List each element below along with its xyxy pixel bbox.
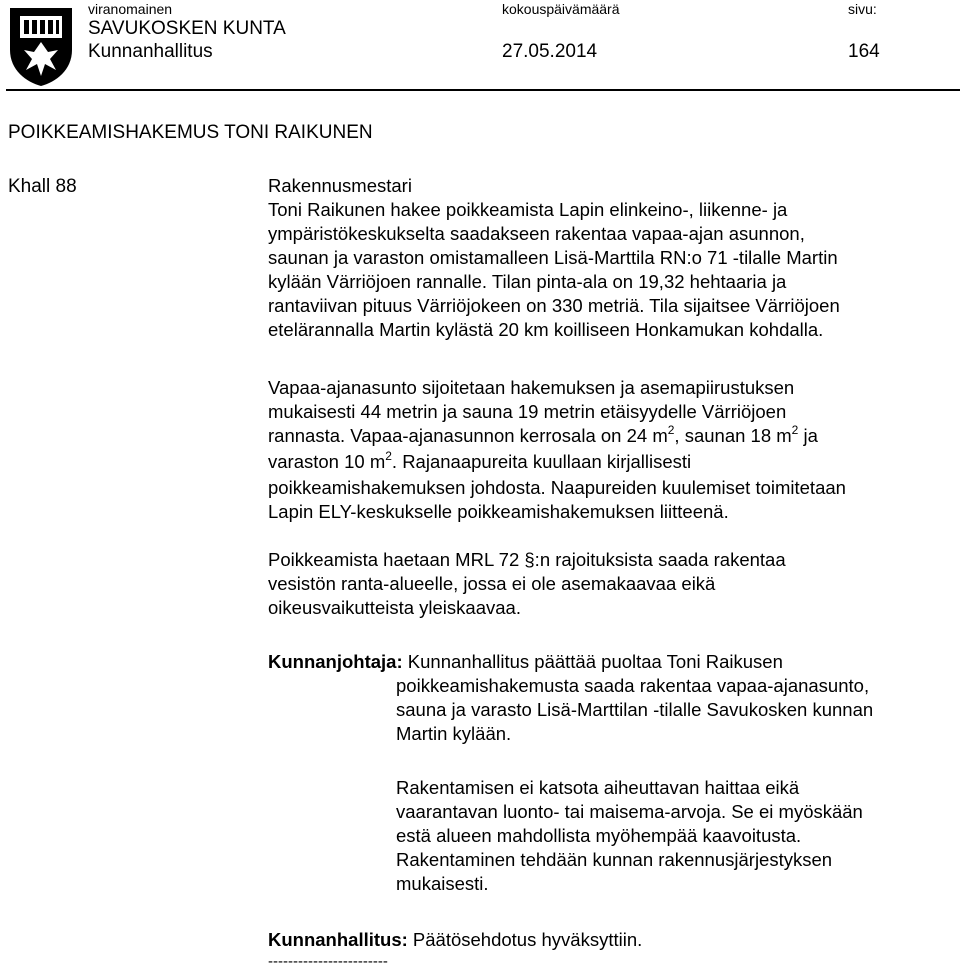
text-line: rantaviivan pituus Värriöjokeen on 330 metriä. Tila sijaitsee Värriöjoen <box>268 295 840 316</box>
text-line: Vapaa-ajanasunto sijoitetaan hakemuksen ja asemapiirustuksen <box>268 377 795 398</box>
proposal-continuation <box>396 674 873 746</box>
text-line: kylään Värriöjoen rannalle. Tilan pinta-ala on 19,32 hehtaaria ja <box>268 271 787 292</box>
header-authority-label: viranomainen <box>88 1 173 17</box>
header-divider <box>6 89 960 91</box>
text-line: varaston 10 $m^2$. Rajanaapureita kuullaan kirjallisesti <box>268 449 692 472</box>
text-line: saunan ja varaston omistamalleen Lisä-Marttila RN:o 71 -tilalle Martin <box>268 247 838 268</box>
decision-line <box>268 928 642 952</box>
header-date: 27.05.2014 <box>502 41 598 62</box>
decision-separator: ------------------------ <box>268 953 388 970</box>
text-line: poikkeamishakemusta saada rakentaa vapaa-ajanasunto, <box>396 675 870 696</box>
text-line: Rakentamisen ei katsota aiheuttavan haittaa eikä <box>396 777 800 798</box>
text-line: vesistön ranta-alueelle, jossa ei ole asemakaavaa eikä <box>268 573 716 594</box>
text-line: Toni Raikunen hakee poikkeamista Lapin elinkeino-, liikenne- ja <box>268 199 788 220</box>
text-line: vaarantavan luonto- tai maisema-arvoja. Se ei myöskään <box>396 801 863 822</box>
text-line: Lapin ELY-keskukselle poikkeamishakemuksen liitteenä. <box>268 501 729 522</box>
header-page-number: 164 <box>848 41 880 62</box>
text-line: oikeusvaikutteista yleiskaavaa. <box>268 597 521 618</box>
proposal-text: Kunnanhallitus päättää puoltaa Toni Raikusen <box>402 651 783 672</box>
header-municipality: SAVUKOSKEN KUNTA <box>88 18 286 39</box>
paragraph-2 <box>268 376 846 524</box>
proposal-first-line <box>268 650 783 674</box>
header-date-label: kokouspäivämäärä <box>502 1 620 17</box>
text-line: rannasta. Vapaa-ajanasunnon kerrosala on 24 $m^2$, saunan 18 $m^2$ ja <box>268 423 818 446</box>
text-line: poikkeamishakemuksen johdosta. Naapureiden kuulemiset toimitetaan <box>268 477 846 498</box>
text-line: ympäristökeskukselta saadakseen rakentaa vapaa-ajan asunnon, <box>268 223 805 244</box>
text-line: mukaisesti. <box>396 873 489 894</box>
municipality-coat-of-arms-icon <box>6 4 76 88</box>
header-body: Kunnanhallitus <box>88 41 213 62</box>
text-line: mukaisesti 44 metrin ja sauna 19 metrin etäisyydelle Värriöjoen <box>268 401 787 422</box>
header-page-label: sivu: <box>848 1 877 17</box>
paragraph-4 <box>396 776 863 896</box>
decision-label: Kunnanhallitus: <box>268 929 408 950</box>
text-line: Martin kylään. <box>396 723 512 744</box>
paragraph-3 <box>268 548 786 620</box>
document-title: POIKKEAMISHAKEMUS TONI RAIKUNEN <box>8 122 373 143</box>
decision-text: Päätösehdotus hyväksyttiin. <box>407 929 643 950</box>
text-line: etelärannalla Martin kylästä 20 km koilliseen Honkamukan kohdalla. <box>268 319 824 340</box>
section-reference: Khall 88 <box>8 176 77 197</box>
proposal-label: Kunnanjohtaja: <box>268 651 403 672</box>
text-line: estä alueen mahdollista myöhempää kaavoitusta. <box>396 825 802 846</box>
paragraph-1 <box>268 174 840 342</box>
text-line: Rakentaminen tehdään kunnan rakennusjärjestyksen <box>396 849 833 870</box>
text-line: Poikkeamista haetaan MRL 72 §:n rajoituksista saada rakentaa <box>268 549 786 570</box>
text-line: Rakennusmestari <box>268 175 412 196</box>
text-line: sauna ja varasto Lisä-Marttilan -tilalle Savukosken kunnan <box>396 699 874 720</box>
